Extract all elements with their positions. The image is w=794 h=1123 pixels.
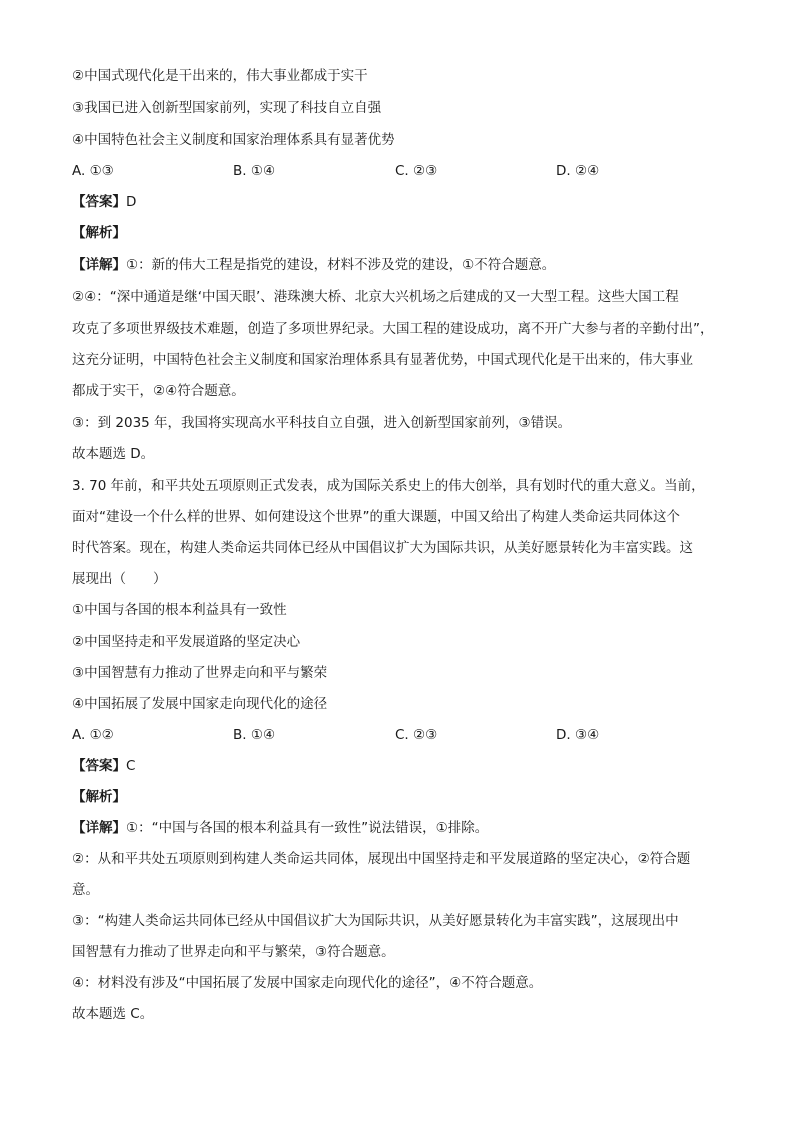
q3-choices xyxy=(72,725,722,745)
q3-explanation-2: ②：从和平共处五项原则到构建人类命运共同体，展现出中国坚持走和平发展道路的坚定决心，②符合题 xyxy=(72,851,691,867)
q2-option-4: ④中国特色社会主义制度和国家治理体系具有显著优势 xyxy=(72,132,395,148)
q3-choice-a: A. ①② xyxy=(72,727,114,743)
q3-explanation-5: 国智慧有力推动了世界走向和平与繁荣，③符合题意。 xyxy=(72,944,395,960)
q2-explanation-5: 都成于实干，②④符合题意。 xyxy=(72,383,245,399)
q3-option-4: ④中国拓展了发展中国家走向现代化的途径 xyxy=(72,696,328,712)
q3-analysis-tag: 【解析】 xyxy=(72,789,126,805)
q2-choice-b: B. ①④ xyxy=(233,163,276,179)
q3-answer: C xyxy=(126,758,136,774)
q2-choice-c: C. ②③ xyxy=(395,163,438,179)
q3-choice-d: D. ③④ xyxy=(556,727,600,743)
q2-conclusion: 故本题选 D。 xyxy=(72,446,155,462)
q2-explanation-4: 这充分证明，中国特色社会主义制度和国家治理体系具有显著优势，中国式现代化是干出来的，伟大事业 xyxy=(72,352,693,368)
q3-option-3: ③中国智慧有力推动了世界走向和平与繁荣 xyxy=(72,665,328,681)
q3-stem-3: 时代答案。现在，构建人类命运共同体已经从中国倡议扩大为国际共识，从美好愿景转化为丰富实践。这 xyxy=(72,540,693,556)
q2-choice-d: D. ②④ xyxy=(556,163,600,179)
q2-explanation-2: ②④：“深中通道是继‘中国天眼’、港珠澳大桥、北京大兴机场之后建成的又一大型工程。这些大国工程 xyxy=(72,289,679,305)
q2-detail-tag: 【详解】 xyxy=(72,257,126,273)
q3-conclusion: 故本题选 C。 xyxy=(72,1006,154,1022)
q3-explanation-4: ③：“构建人类命运共同体已经从中国倡议扩大为国际共识，从美好愿景转化为丰富实践”，这展现出中 xyxy=(72,913,679,929)
q3-stem-1: 3. 70 年前，和平共处五项原则正式发表，成为国际关系史上的伟大创举，具有划时代的重大意义。当前， xyxy=(72,478,705,494)
q3-explanation-1 xyxy=(72,818,488,838)
q2-analysis-tag: 【解析】 xyxy=(72,225,126,241)
q3-option-1: ①中国与各国的根本利益具有一致性 xyxy=(72,602,287,618)
q3-answer-tag: 【答案】 xyxy=(72,758,126,774)
q2-choice-a: A. ①③ xyxy=(72,163,114,179)
q2-option-3: ③我国已进入创新型国家前列，实现了科技自立自强 xyxy=(72,100,382,116)
q3-detail-tag: 【详解】 xyxy=(72,820,126,836)
q2-answer-line xyxy=(72,192,136,212)
q2-choices xyxy=(72,161,722,181)
q3-explanation-text: ①：“中国与各国的根本利益具有一致性”说法错误，①排除。 xyxy=(126,820,489,836)
q3-answer-line xyxy=(72,756,135,776)
q2-explanation-1 xyxy=(72,255,555,275)
q3-explanation-6: ④：材料没有涉及“中国拓展了发展中国家走向现代化的途径”，④不符合题意。 xyxy=(72,975,543,991)
q2-explanation-text: ①：新的伟大工程是指党的建设，材料不涉及党的建设，①不符合题意。 xyxy=(126,257,556,273)
q3-choice-b: B. ①④ xyxy=(233,727,276,743)
q3-stem-2: 面对“建设一个什么样的世界、如何建设这个世界”的重大课题，中国又给出了构建人类命运共同体这个 xyxy=(72,509,680,525)
q3-option-2: ②中国坚持走和平发展道路的坚定决心 xyxy=(72,634,301,650)
q2-answer-tag: 【答案】 xyxy=(72,194,126,210)
q3-stem-4: 展现出（ ） xyxy=(72,571,167,587)
q2-explanation-3: 攻克了多项世界级技术难题，创造了多项世界纪录。大国工程的建设成功，离不开广大参与者的辛勤付出”， xyxy=(72,321,714,337)
q3-explanation-3: 意。 xyxy=(72,882,99,898)
q2-option-2: ②中国式现代化是干出来的，伟大事业都成于实干 xyxy=(72,68,368,84)
q2-explanation-6: ③：到 2035 年，我国将实现高水平科技自立自强，进入创新型国家前列，③错误。 xyxy=(72,415,572,431)
q2-answer: D xyxy=(126,194,137,210)
q3-choice-c: C. ②③ xyxy=(395,727,438,743)
